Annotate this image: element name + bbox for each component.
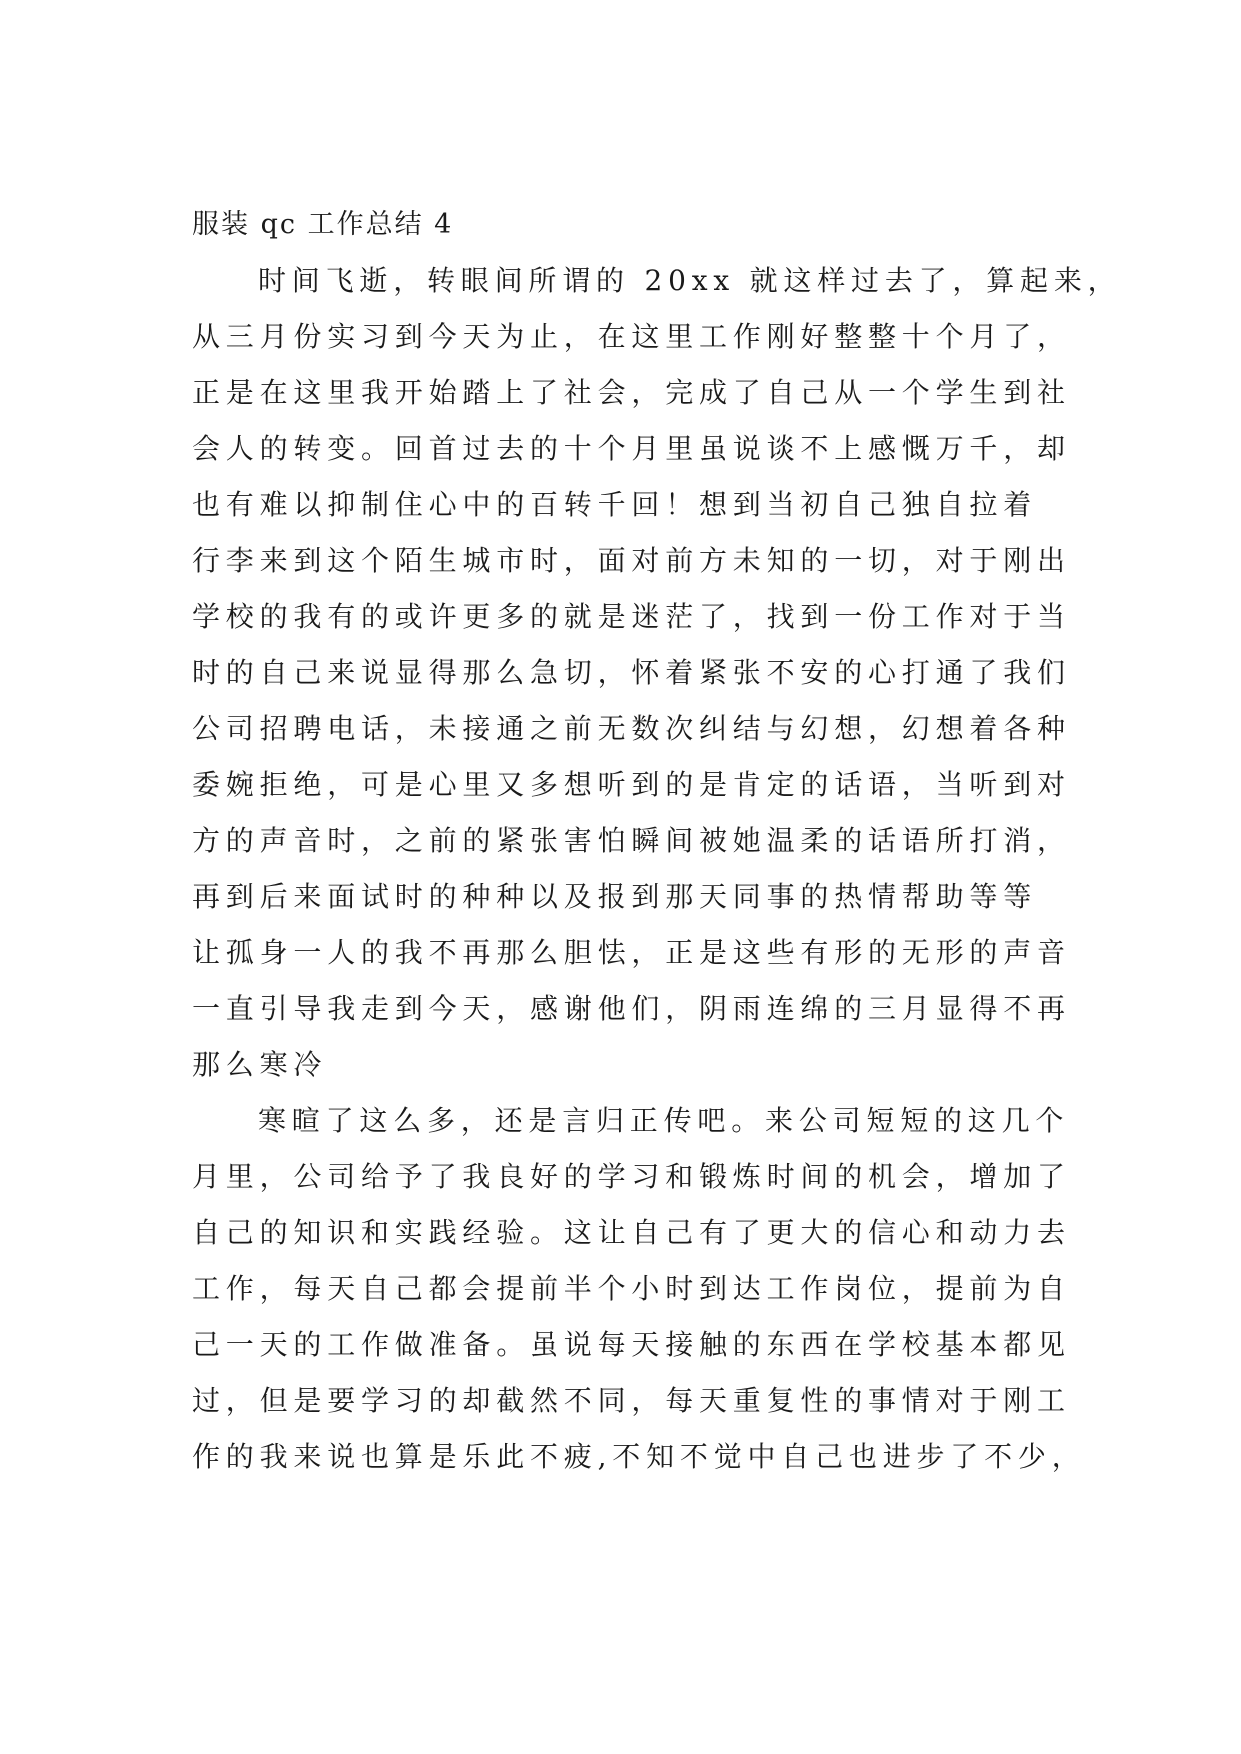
paragraph-line: 寒暄了这么多，还是言归正传吧。来公司短短的这几个 — [258, 1104, 1070, 1137]
paragraph-line: 从三月份实习到今天为止，在这里工作刚好整整十个月了， — [192, 320, 1071, 353]
paragraph-line: 时的自己来说显得那么急切，怀着紧张不安的心打通了我们 — [192, 656, 1071, 689]
paragraph-line: 让孤身一人的我不再那么胆怯，正是这些有形的无形的声音 — [192, 936, 1071, 969]
document-content — [192, 197, 1122, 1485]
paragraph-line: 行李来到这个陌生城市时，面对前方未知的一切，对于刚出 — [192, 544, 1071, 577]
paragraph-line: 也有难以抑制住心中的百转千回！想到当初自己独自拉着 — [192, 488, 1038, 521]
paragraph-2 — [192, 1093, 1086, 1485]
paragraph-line: 自己的知识和实践经验。这让自己有了更大的信心和动力去 — [192, 1216, 1071, 1249]
paragraph-line: 己一天的工作做准备。虽说每天接触的东西在学校基本都见 — [192, 1328, 1071, 1361]
paragraph-line: 作的我来说也算是乐此不疲,不知不觉中自己也进步了不少， — [192, 1440, 1086, 1473]
paragraph-line: 一直引导我走到今天，感谢他们，阴雨连绵的三月显得不再 — [192, 992, 1071, 1025]
paragraph-line: 再到后来面试时的种种以及报到那天同事的热情帮助等等 — [192, 880, 1038, 913]
paragraph-line: 委婉拒绝，可是心里又多想听到的是肯定的话语，当听到对 — [192, 768, 1071, 801]
paragraph-line: 时间飞逝，转眼间所谓的 20xx 就这样过去了，算起来， — [258, 264, 1122, 297]
paragraph-line: 月里，公司给予了我良好的学习和锻炼时间的机会，增加了 — [192, 1160, 1071, 1193]
paragraph-line: 工作，每天自己都会提前半个小时到达工作岗位，提前为自 — [192, 1272, 1071, 1305]
paragraph-line: 那么寒冷 — [192, 1048, 328, 1081]
paragraph-line: 方的声音时，之前的紧张害怕瞬间被她温柔的话语所打消， — [192, 824, 1071, 857]
paragraph-line: 学校的我有的或许更多的就是迷茫了，找到一份工作对于当 — [192, 600, 1071, 633]
paragraph-line: 过，但是要学习的却截然不同，每天重复性的事情对于刚工 — [192, 1384, 1071, 1417]
document-title: 服装 qc 工作总结 4 — [192, 209, 454, 240]
paragraph-line: 公司招聘电话，未接通之前无数次纠结与幻想，幻想着各种 — [192, 712, 1071, 745]
paragraph-1 — [192, 253, 1122, 1093]
paragraph-line: 会人的转变。回首过去的十个月里虽说谈不上感慨万千，却 — [192, 432, 1071, 465]
paragraph-line: 正是在这里我开始踏上了社会，完成了自己从一个学生到社 — [192, 376, 1071, 409]
